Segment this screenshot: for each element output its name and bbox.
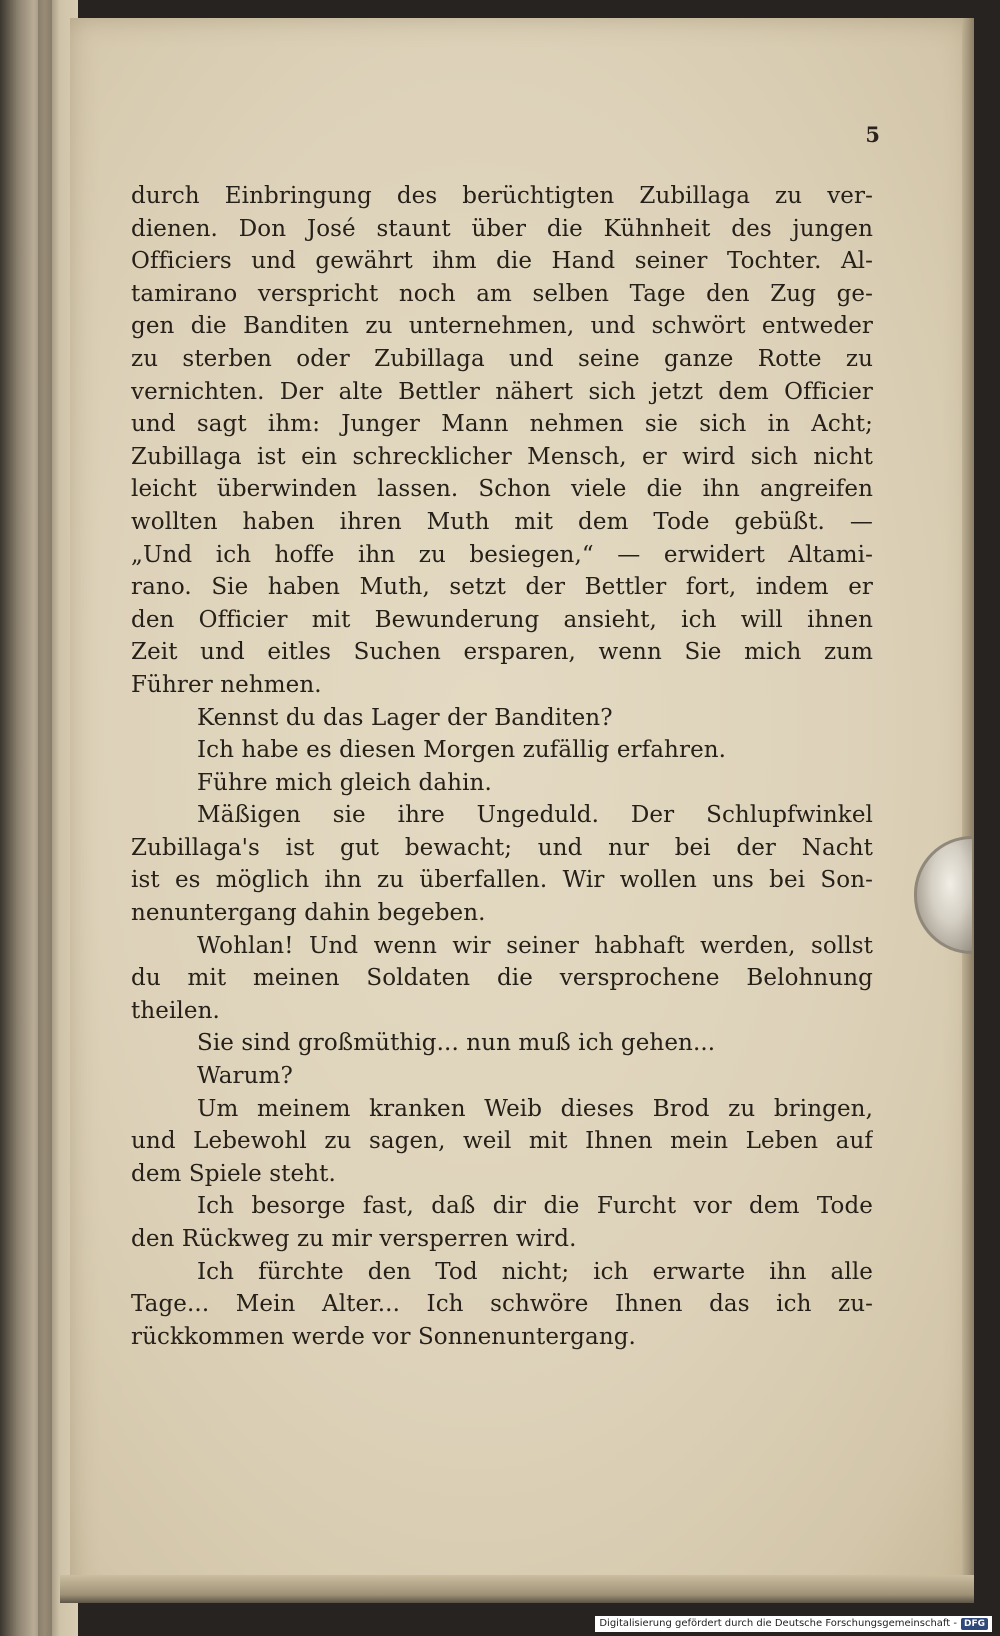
text-line: du mit meinen Soldaten die versprochene Belohnung <box>131 965 873 992</box>
text-line: Mäßigen sie ihre Ungeduld. Der Schlupfwinkel <box>197 802 873 829</box>
text-line: Warum? <box>197 1063 293 1090</box>
text-line: zu sterben oder Zubillaga und seine ganze Rotte zu <box>131 345 873 372</box>
page-edge-right <box>962 18 974 1603</box>
text-line: Um meinem kranken Weib dieses Brod zu bringen, <box>197 1095 873 1122</box>
text-line: Führer nehmen. <box>131 671 322 698</box>
page-edge-bottom <box>60 1575 974 1603</box>
text-line: dem Spiele steht. <box>131 1160 336 1187</box>
text-line: Kennst du das Lager der Banditen? <box>197 704 613 731</box>
text-line: Wohlan! Und wenn wir seiner habhaft werden, sollst <box>197 932 873 959</box>
text-line: Officiers und gewährt ihm die Hand seiner Tochter. Al- <box>131 248 873 275</box>
text-line: Ich habe es diesen Morgen zufällig erfahren. <box>197 737 727 764</box>
text-line: dienen. Don José staunt über die Kühnheit des jungen <box>131 215 873 242</box>
text-line: durch Einbringung des berüchtigten Zubillaga zu ver- <box>131 183 873 209</box>
text-line: Zeit und eitles Suchen ersparen, wenn Sie mich zum <box>131 639 873 666</box>
text-line: Führe mich gleich dahin. <box>197 769 492 796</box>
text-line: Sie sind großmüthig... nun muß ich gehen... <box>197 1030 716 1057</box>
text-line: Zubillaga ist ein schrecklicher Mensch, er wird sich nicht <box>131 443 873 470</box>
text-line: vernichten. Der alte Bettler nähert sich jetzt dem Officier <box>131 378 873 405</box>
text-line: Tage... Mein Alter... Ich schwöre Ihnen das ich zu- <box>131 1291 873 1318</box>
text-line: den Rückweg zu mir versperren wird. <box>131 1226 577 1252</box>
text-line: und sagt ihm: Junger Mann nehmen sie sich in Acht; <box>131 411 873 438</box>
text-line: ist es möglich ihn zu überfallen. Wir wollen uns bei Son- <box>131 867 873 894</box>
footer-credit <box>595 1616 992 1632</box>
text-line: rückkommen werde vor Sonnenuntergang. <box>131 1323 636 1350</box>
text-line: rano. Sie haben Muth, setzt der Bettler fort, indem er <box>131 574 873 601</box>
text-line: leicht überwinden lassen. Schon viele die ihn angreifen <box>131 476 873 503</box>
page-number: 5 <box>865 122 880 147</box>
text-line: wollten haben ihren Muth mit dem Tode gebüßt. — <box>131 508 873 535</box>
body-text <box>131 180 873 1353</box>
text-line: nenuntergang dahin begeben. <box>131 900 486 927</box>
text-line: gen die Banditen zu unternehmen, und schwört entweder <box>131 313 873 340</box>
text-line: theilen. <box>131 997 220 1024</box>
text-line: tamirano verspricht noch am selben Tage den Zug ge- <box>131 280 873 307</box>
text-line: und Lebewohl zu sagen, weil mit Ihnen mein Leben auf <box>131 1128 873 1155</box>
text-line: „Und ich hoffe ihn zu besiegen,“ — erwidert Altami- <box>131 541 873 568</box>
spine-band <box>38 0 52 1636</box>
dfg-logo: DFG <box>961 1618 988 1630</box>
text-line: Ich besorge fast, daß dir die Furcht vor dem Tode <box>197 1193 873 1220</box>
text-line: Zubillaga's ist gut bewacht; und nur bei der Nacht <box>131 834 873 861</box>
text-line: Ich fürchte den Tod nicht; ich erwarte ihn alle <box>197 1258 873 1285</box>
text-line: den Officier mit Bewunderung ansieht, ich will ihnen <box>131 606 873 633</box>
footer-credit-text: Digitalisierung gefördert durch die Deutsche Forschungsgemeinschaft - <box>599 1618 957 1629</box>
